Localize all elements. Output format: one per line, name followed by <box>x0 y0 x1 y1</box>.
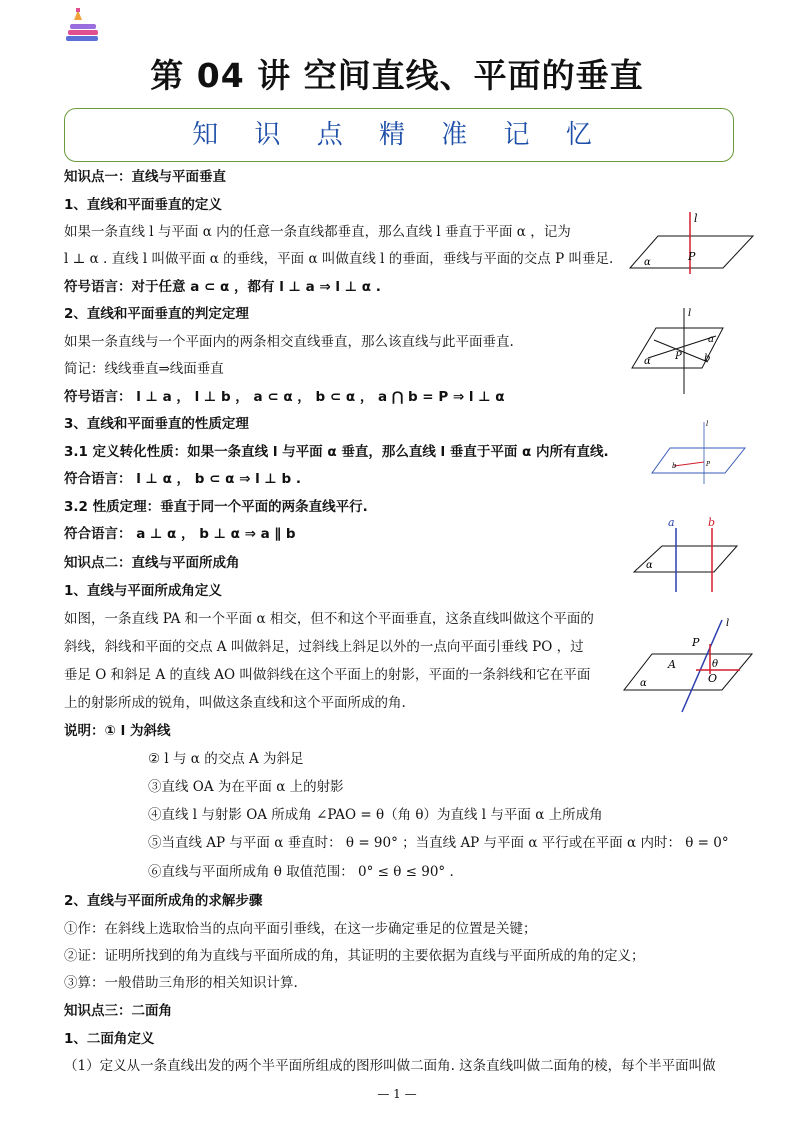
label-theta: θ <box>712 659 719 670</box>
heading-3-1: 1、二面角定义 <box>64 1031 155 1047</box>
label-P: P <box>706 461 711 468</box>
label-O: O <box>708 672 718 685</box>
label-l: l <box>694 212 698 225</box>
heading-point-2: 知识点二：直线与平面所成角 <box>64 555 240 571</box>
label-l: l <box>688 308 692 319</box>
step-line: ②证：证明所找到的角为直线与平面所成的角，其证明的主要依据为直线与平面所成的角的定义； <box>64 948 645 964</box>
paragraph-line: 如果一条直线 l 与平面 α 内的任意一条直线都垂直，那么直线 l 垂直于平面 α ，记为 <box>64 224 571 240</box>
label-a: a <box>708 334 714 345</box>
paragraph-line: l ⊥ α . 直线 l 叫做平面 α 的垂线，平面 α 叫做直线 l 的垂面，垂线与平面的交点 P 叫垂足. <box>64 251 614 267</box>
label-alpha: α <box>646 560 653 571</box>
paragraph-line: （1）定义从一条直线出发的两个半平面所组成的图形叫做二面角. 这条直线叫做二面角的棱，每个半平面叫做 <box>64 1058 716 1074</box>
figure-judgment-theorem <box>628 306 728 396</box>
paragraph-line: 3.1 定义转化性质：如果一条直线 l 与平面 α 垂直，那么直线 l 垂直于平面 α 内所有直线. <box>64 444 609 460</box>
symbol-language: 符合语言： a ⊥ α ， b ⊥ α ⇒ a ∥ b <box>64 526 296 542</box>
paragraph-line: 如图，一条直线 PA 和一个平面 α 相交，但不和这个平面垂直，这条直线叫做这个平面的 <box>64 611 594 627</box>
heading-1-1: 1、直线和平面垂直的定义 <box>64 197 222 213</box>
label-alpha: α <box>644 356 651 367</box>
note-line: ② l 与 α 的交点 A 为斜足 <box>148 751 304 767</box>
section-banner: 知 识 点 精 准 记 忆 <box>64 108 734 162</box>
figure-property-definition <box>650 418 750 488</box>
paragraph-line: 如果一条直线与一个平面内的两条相交直线垂直，那么该直线与此平面垂直. <box>64 334 514 350</box>
heading-1-3: 3、直线和平面垂直的性质定理 <box>64 416 249 432</box>
symbol-language: 符合语言： l ⊥ α ， b ⊂ α ⇒ l ⊥ b . <box>64 471 301 487</box>
label-P: P <box>675 351 682 362</box>
label-b: b <box>704 353 711 364</box>
figure-line-plane-angle <box>622 614 762 714</box>
step-line: ③算：一般借助三角形的相关知识计算. <box>64 975 298 991</box>
label-a: a <box>668 516 675 529</box>
note-line: ⑤当直线 AP 与平面 α 垂直时： θ = 90° ；当直线 AP 与平面 α 平行或在平面 α 内时： θ = 0° <box>148 835 729 851</box>
paragraph-line: 3.2 性质定理：垂直于同一个平面的两条直线平行. <box>64 499 368 515</box>
paragraph-line: 简记：线线垂直⇒线面垂直 <box>64 361 224 377</box>
label-b: b <box>672 462 677 470</box>
symbol-language: 符号语言： l ⊥ a ， l ⊥ b ， a ⊂ α ， b ⊂ α ， a ⋂ b = P ⇒ l ⊥ α <box>64 389 505 405</box>
heading-2-2: 2、直线与平面所成角的求解步骤 <box>64 893 263 909</box>
label-l: l <box>726 618 730 629</box>
heading-1-2: 2、直线和平面垂直的判定定理 <box>64 306 249 322</box>
page-title: 第 04 讲 空间直线、平面的垂直 <box>150 56 644 95</box>
step-line: ①作：在斜线上选取恰当的点向平面引垂线，在这一步确定垂足的位置是关键； <box>64 921 537 937</box>
page-number: — 1 — <box>377 1087 417 1101</box>
note-line: ③直线 OA 为在平面 α 上的射影 <box>148 779 344 795</box>
label-b: b <box>708 516 716 529</box>
logo-icon <box>64 6 104 44</box>
note-line: ④直线 l 与射影 OA 所成角 ∠PAO = θ（角 θ）为直线 l 与平面 α 上所成角 <box>148 807 603 823</box>
label-alpha: α <box>644 257 651 268</box>
label-P: P <box>692 636 700 649</box>
paragraph-line: 垂足 O 和斜足 A 的直线 AO 叫做斜线在这个平面上的射影，平面的一条斜线和它在平面 <box>64 667 591 683</box>
label-l: l <box>706 420 709 428</box>
paragraph-line: 斜线，斜线和平面的交点 A 叫做斜足，过斜线上斜足以外的一点向平面引垂线 PO ，过 <box>64 639 584 655</box>
note-line: ⑥直线与平面所成角 θ 取值范围： 0° ≤ θ ≤ 90° . <box>148 864 454 880</box>
heading-2-1: 1、直线与平面所成角定义 <box>64 583 222 599</box>
figure-property-theorem <box>632 514 742 594</box>
label-P: P <box>688 250 696 263</box>
note-line: 说明：① l 为斜线 <box>64 723 171 739</box>
heading-point-3: 知识点三：二面角 <box>64 1003 172 1019</box>
heading-point-1: 知识点一：直线与平面垂直 <box>64 169 226 185</box>
label-alpha: α <box>640 678 647 689</box>
label-A: A <box>668 658 676 671</box>
symbol-language: 符号语言：对于任意 a ⊂ α ，都有 l ⊥ a ⇒ l ⊥ α . <box>64 279 381 295</box>
figure-line-perpendicular-plane <box>628 208 758 278</box>
paragraph-line: 上的射影所成的锐角，叫做这条直线和这个平面所成的角. <box>64 695 406 711</box>
